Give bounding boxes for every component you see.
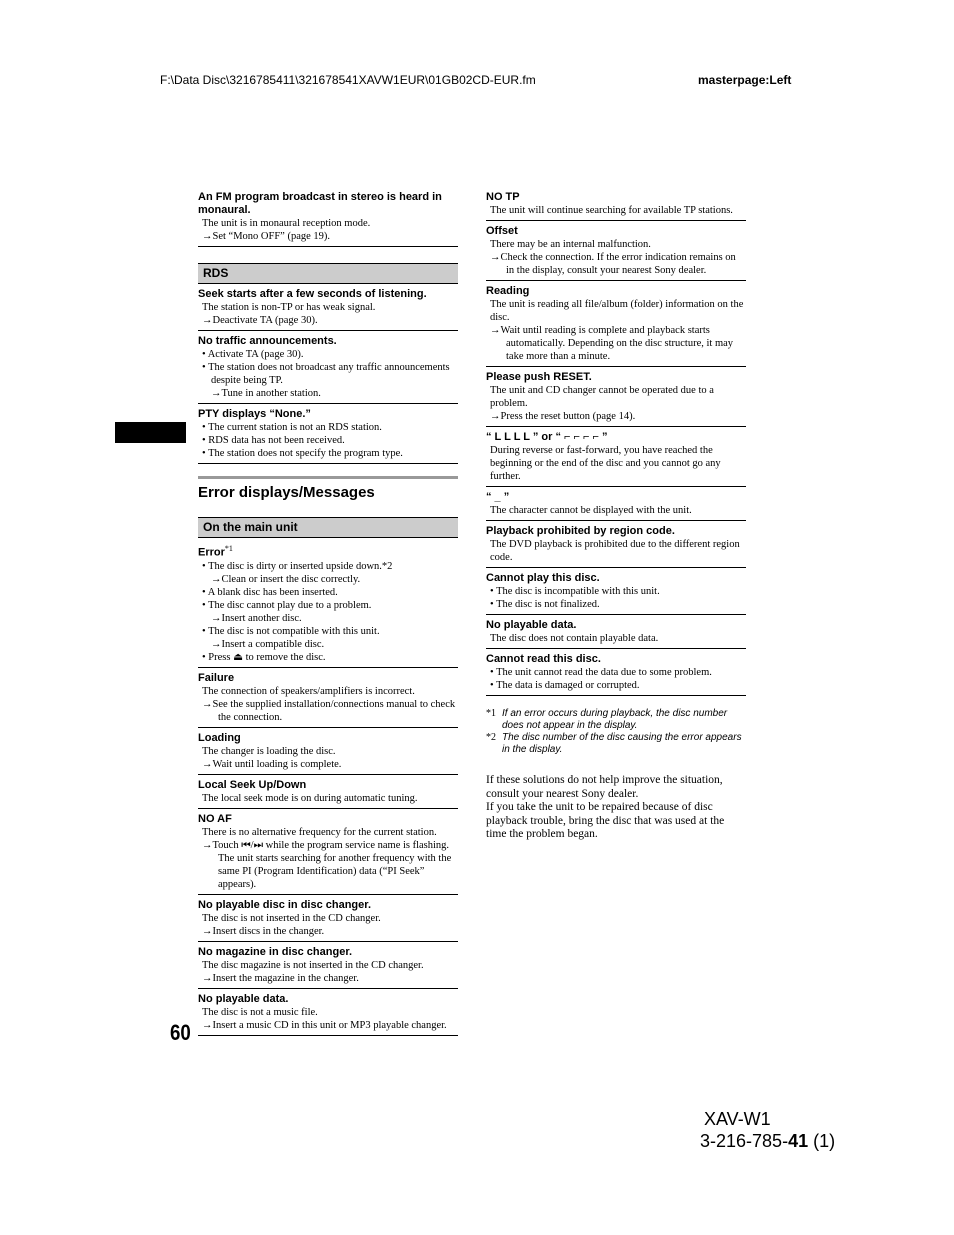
entry-bullet: • The disc is not finalized. [490,599,600,610]
right-entry-group [486,187,746,696]
entry-text: The unit will continue searching for available TP stations. [490,205,733,216]
trouble-entry [486,486,746,520]
entry-bullet: • The disc cannot play due to a problem. [202,599,372,611]
entry-bullet: • Activate TA (page 30). [202,349,304,360]
entry-remedy: →Wait until loading is complete. [202,758,342,770]
entry-remedy: →Clean or insert the disc correctly. [211,573,361,585]
header-masterpage: masterpage:Left [698,73,792,87]
entry-remedy: →See the supplied installation/connections manual to check the connection. [202,698,456,723]
fm-entry-group [198,187,458,247]
trouble-entry [198,284,458,330]
entry-title: Failure [198,671,235,684]
entry-remedy: →Insert discs in the changer. [202,925,325,937]
entry-remedy: →Set “Mono OFF” (page 19). [202,231,331,242]
entry-text: The character cannot be displayed with the unit. [490,505,692,516]
model-name: XAV-W1 [704,1109,771,1129]
trouble-entry [486,220,746,280]
entry-remedy: →Tune in another station. [211,388,321,399]
entry-remedy: →Insert a compatible disc. [211,638,325,650]
entry-title: No playable data. [198,992,289,1005]
trouble-entry [198,330,458,403]
entry-title: No playable disc in disc changer. [198,898,372,911]
trouble-entry [486,567,746,614]
trouble-entry [486,280,746,366]
trouble-entry [198,667,458,727]
entry-bullet: • The station does not broadcast any traffic announcements despite being TP. [202,362,450,386]
entry-title: Playback prohibited by region code. [486,525,675,537]
entry-title: “ _ ” [486,491,510,503]
entry-title: Loading [198,731,241,744]
entry-title: Offset [486,225,518,237]
entry-title: “ L L L L ” or “ ⌐ ⌐ ⌐ ⌐ ” [486,431,608,443]
trouble-entry [198,941,458,988]
trouble-entry [486,614,746,648]
main-unit-entry-group [198,538,458,1036]
trouble-entry [198,403,458,464]
footnotes [486,708,746,756]
entry-text: The local seek mode is on during automatic tuning. [202,792,418,804]
entry-bullet: • RDS data has not been received. [202,435,345,446]
error-section-heading: Error displays/Messages [198,476,458,503]
entry-text: There is no alternative frequency for the current station. [202,826,437,838]
entry-text: The unit and CD changer cannot be operated due to a problem. [490,385,714,409]
entry-text: The disc is not inserted in the CD changer. [202,912,381,924]
entry-title: NO AF [198,812,232,825]
entry-bullet: • Press ⏏ to remove the disc. [202,651,326,663]
entry-title: Reading [486,285,530,297]
entry-text: The disc does not contain playable data. [490,633,659,644]
entry-text: The DVD playback is prohibited due to the different region code. [490,539,740,563]
closing-paragraph-2: If you take the unit to be repaired because of disc playback trouble, bring the disc that was used at the time the problem began. [486,801,725,840]
trouble-entry [486,366,746,426]
entry-remedy: →Insert the magazine in the changer. [202,972,359,984]
right-column [486,187,746,842]
trouble-entry [198,727,458,774]
entry-remedy: →Touch ⏮/⏭ while the program service name is flashing. The unit starts searching for another frequency with the same PI (Program Identification) data (“PI Seek” appears). [202,839,452,890]
entry-title: Cannot read this disc. [486,653,601,665]
side-tab-marker [115,422,186,443]
left-column [198,187,458,1036]
entry-title: PTY displays “None.” [198,408,311,420]
entry-title: Local Seek Up/Down [198,778,307,791]
entry-remedy: →Insert a music CD in this unit or MP3 playable changer. [202,1019,447,1031]
trouble-entry [198,988,458,1036]
entry-text: The unit is reading all file/album (folder) information on the disc. [490,299,744,323]
trouble-entry [486,187,746,220]
entry-text: The unit is in monaural reception mode. [202,218,371,229]
entry-bullet: • The unit cannot read the data due to some problem. [490,667,712,678]
closing-text [486,774,746,842]
entry-title: No magazine in disc changer. [198,945,353,958]
main-unit-section-header: On the main unit [198,517,458,538]
footnote-1: *1 If an error occurs during playback, the disc number does not appear in the display. [486,708,728,731]
trouble-entry [486,520,746,567]
trouble-entry [198,187,458,247]
entry-text: The disc magazine is not inserted in the CD changer. [202,959,424,971]
entry-title: No traffic announcements. [198,335,337,347]
entry-remedy: →Wait until reading is complete and playback starts automatically. Depending on the disc structure, it may take more than a minute. [490,325,734,362]
entry-text: The station is non-TP or has weak signal. [202,302,376,313]
trouble-entry [198,808,458,894]
rds-entry-group [198,284,458,464]
entry-bullet: • A blank disc has been inserted. [202,586,338,598]
entry-remedy: →Insert another disc. [211,612,302,624]
entry-title: Cannot play this disc. [486,572,600,584]
entry-bullet: • The data is damaged or corrupted. [490,680,640,691]
entry-title: NO TP [486,191,520,203]
trouble-entry [486,648,746,696]
model-code-block [700,1108,835,1152]
trouble-entry [198,538,458,667]
closing-paragraph-1: If these solutions do not help improve the situation, consult your nearest Sony dealer. [486,774,723,800]
entry-bullet: • The disc is not compatible with this unit. [202,625,380,637]
entry-title: Error$^{*1}$ [198,544,233,559]
entry-bullet: • The disc is dirty or inserted upside down.*2 [202,560,393,572]
entry-remedy: →Check the connection. If the error indication remains on in the display, consult your nearest Sony dealer. [490,252,736,276]
entry-title: Please push RESET. [486,371,592,383]
entry-bullet: • The current station is not an RDS station. [202,422,382,433]
entry-bullet: • The station does not specify the program type. [202,448,403,459]
entry-bullet: • The disc is incompatible with this unit. [490,586,660,597]
trouble-entry [486,426,746,486]
entry-text: The connection of speakers/amplifiers is incorrect. [202,685,415,697]
entry-text: The disc is not a music file. [202,1006,318,1018]
entry-text: The changer is loading the disc. [202,745,336,757]
rds-section-header: RDS [198,263,458,284]
entry-title: No playable data. [486,619,577,631]
entry-text: There may be an internal malfunction. [490,239,651,250]
trouble-entry [198,894,458,941]
entry-title: An FM program broadcast in stereo is heard in monaural. [198,191,442,216]
model-code: 3-216-785-41 (1) [700,1131,836,1151]
entry-remedy: →Press the reset button (page 14). [490,411,636,422]
header-file-path: F:\Data Disc\3216785411\321678541XAVW1EUR\01GB02CD-EUR.fm [160,73,536,87]
entry-text: During reverse or fast-forward, you have reached the beginning or the end of the disc and you cannot go any further. [490,445,721,482]
entry-title: Seek starts after a few seconds of listening. [198,288,427,300]
trouble-entry [198,774,458,808]
page-number: 60 [170,1020,191,1045]
footnote-ref: *1 [224,544,233,553]
footnote-2: *2 The disc number of the disc causing the error appears in the display. [486,732,742,755]
entry-remedy: →Deactivate TA (page 30). [202,315,318,326]
